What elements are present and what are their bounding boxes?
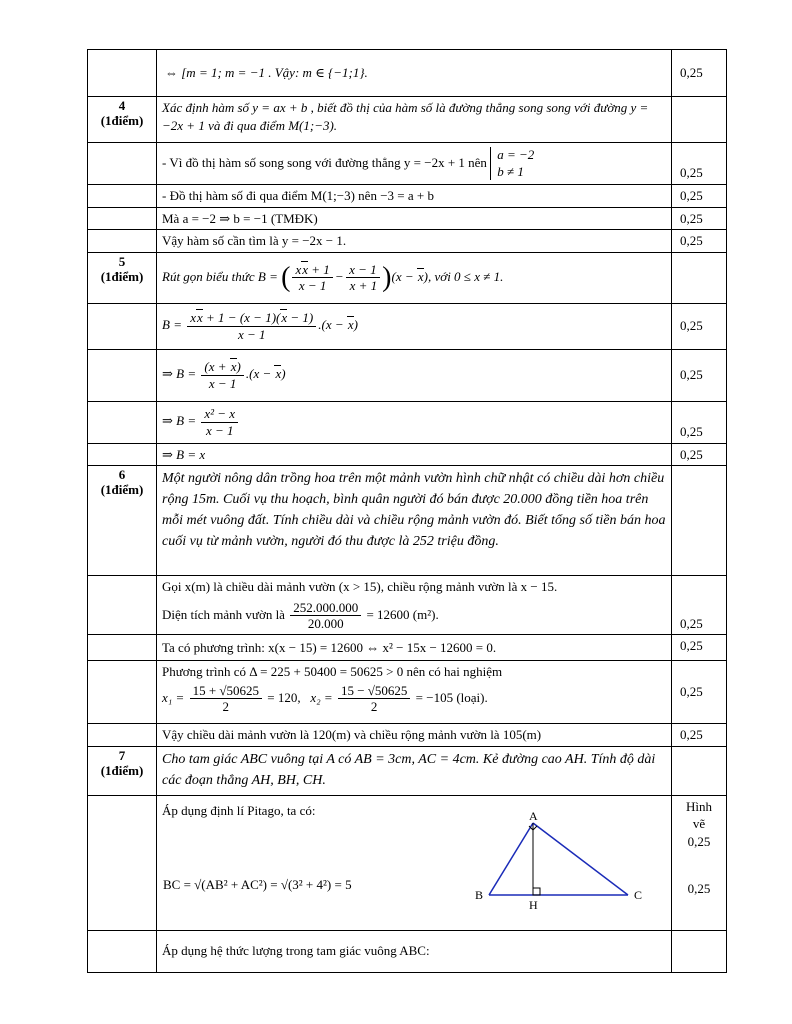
fraction-denominator: 2 (370, 699, 378, 715)
solution-cell (157, 795, 672, 930)
answer-table (87, 49, 727, 973)
score-cell (672, 746, 727, 795)
question-number-cell (88, 635, 157, 661)
score-value: 0,25 (672, 207, 727, 230)
table-row (88, 97, 727, 143)
question-points: (1điểm) (100, 112, 144, 128)
solution-text: - Vì đồ thị hàm số song song với đường thẳng y = −2x + 1 nên (162, 154, 487, 170)
problem-prefix: Rút gọn biểu thức (162, 268, 255, 284)
fraction-denominator: 20.000 (307, 616, 344, 632)
score-value: 0,25 (672, 349, 727, 401)
system-line: a = −2 (497, 146, 535, 162)
table-row (88, 143, 727, 185)
score-cell (672, 930, 727, 972)
solution-cell (157, 576, 672, 635)
root-value: = −105 (loại). (415, 689, 488, 705)
fraction-numerator: 252.000.000 (290, 600, 361, 617)
solution-text: Vậy chiều dài mảnh vườn là 120(m) và chiều rộng mảnh vườn là 105(m) (157, 724, 672, 747)
score-value: 0,25 (672, 576, 727, 635)
score-cell (672, 50, 727, 97)
question-number-cell (88, 207, 157, 230)
root-label: x₂ = (310, 689, 333, 705)
score-value: 0,25 (672, 661, 727, 724)
label-a: A (529, 809, 538, 823)
question-number-cell (88, 443, 157, 466)
question-number-cell (88, 930, 157, 972)
side-ab (489, 823, 533, 895)
root-label: x₁ = (162, 689, 185, 705)
solution-formula: BC = √(AB² + AC²) = √(3² + 4²) = 5 (163, 876, 352, 892)
question-number-cell (88, 466, 157, 576)
question-number: 7 (118, 747, 126, 763)
question-number-cell (88, 401, 157, 443)
fraction (190, 683, 262, 715)
table-row (88, 230, 727, 253)
solution-text: = 12600 (m²). (366, 606, 439, 622)
score-cell (672, 252, 727, 303)
question-points: (1điểm) (100, 482, 144, 498)
solution-formula: B = $\frac{xx + 1 - (x - 1)(x - 1)}{x - 1}$ .(x − x) (157, 303, 672, 349)
question-number-cell (88, 795, 157, 930)
table-row (88, 185, 727, 208)
problem-statement (157, 252, 672, 303)
question-number-cell (88, 185, 157, 208)
score-value: 0,25 (672, 635, 727, 661)
table-row (88, 930, 727, 972)
question-points: (1điểm) (100, 268, 144, 284)
triangle-figure (471, 810, 651, 910)
question-number: 5 (118, 253, 126, 269)
solution-text: Áp dụng định lí Pitago, ta có: (162, 802, 316, 818)
system-line: b ≠ 1 (497, 163, 524, 179)
table-row (88, 635, 727, 661)
fraction-numerator: 15 + √50625 (190, 683, 262, 700)
score-value: 0,25 (672, 443, 727, 466)
question-number: 6 (118, 467, 126, 483)
solution-text: Ta có phương trình: x(x − 15) = 12600 ⇔ x² − 15x − 12600 = 0. (157, 635, 672, 661)
question-points: (1điểm) (100, 762, 144, 778)
side-ac (533, 823, 628, 895)
problem-statement: Xác định hàm số y = ax + b , biết đồ thị của hàm số là đường thẳng song song với đường y = −2x + 1 và đi qua điểm M(1;−3). (157, 97, 672, 143)
solution-cell (157, 661, 672, 724)
solution-text: Gọi x(m) là chiều dài mảnh vườn (x > 15), chiều rộng mảnh vườn là x − 15. (162, 579, 558, 595)
table-row (88, 795, 727, 930)
solution-text: Diện tích mảnh vườn là (162, 606, 285, 622)
table-row (88, 50, 727, 97)
expression-B: B = ( $\frac{xx + 1}{x - 1}$ − $\frac{x - 1}{x + 1}$ )(x − x) (257, 261, 428, 294)
solution-text: Mà a = −2 ⇒ b = −1 (TMĐK) (157, 207, 672, 230)
score-value: 0,25 (672, 401, 727, 443)
table-row (88, 252, 727, 303)
question-number: 4 (118, 98, 126, 113)
fraction-denominator: 2 (222, 699, 230, 715)
question-number-cell (88, 349, 157, 401)
fraction (290, 600, 361, 632)
score-cell (672, 466, 727, 576)
table-row (88, 443, 727, 466)
score-value: 0,25 (672, 185, 727, 208)
question-number-cell (88, 576, 157, 635)
solution-text: Áp dụng hệ thức lượng trong tam giác vuông ABC: (157, 930, 672, 972)
table-row (88, 724, 727, 747)
solution-text: Vậy hàm số cần tìm là y = −2x − 1. (157, 230, 672, 253)
score-value: 0,25 (672, 303, 727, 349)
problem-statement: Cho tam giác ABC vuông tại A có AB = 3cm, AC = 4cm. Kẻ đường cao AH. Tính độ dài các đoạn thẳng AH, BH, CH. (157, 746, 672, 795)
score-value: 0,25 (672, 724, 727, 747)
solution-formula: ⇒ B = $\frac{\text{x² − x}}{x - 1}$ (157, 401, 672, 443)
label-h: H (529, 897, 538, 910)
solution-formula: ⇒ B = $\frac{(x + x)}{x - 1}$ .(x − x) (157, 349, 672, 401)
table-row (88, 466, 727, 576)
label-c: C (634, 887, 643, 902)
question-number-cell (88, 303, 157, 349)
table-row (88, 401, 727, 443)
score-value: 0,25 (680, 65, 703, 81)
table-row (88, 303, 727, 349)
root-value: = 120, (267, 689, 301, 705)
label-b: B (475, 887, 484, 902)
score-value: 0,25 (687, 833, 711, 849)
solution-cell (157, 50, 672, 97)
score-value: 0,25 (672, 230, 727, 253)
fraction-numerator: 15 − √50625 (338, 683, 410, 700)
question-number-cell (88, 50, 157, 97)
fraction (338, 683, 410, 715)
equation-system (490, 147, 534, 181)
table-row (88, 746, 727, 795)
problem-suffix: , với 0 ≤ x ≠ 1. (427, 268, 504, 284)
score-cell (672, 97, 727, 143)
solution-text: Phương trình có Δ = 225 + 50400 = 50625 > 0 nên có hai nghiệm (162, 664, 503, 680)
question-number-cell (88, 97, 157, 143)
question-number-cell (88, 661, 157, 724)
solution-text: - Đồ thị hàm số đi qua điểm M(1;−3) nên −3 = a + b (157, 185, 672, 208)
score-value: 0,25 (680, 165, 703, 181)
score-value: 0,25 (687, 881, 711, 897)
question-number-cell (88, 252, 157, 303)
question-number-cell (88, 724, 157, 747)
solution-text: ⇒ B = x (157, 443, 672, 466)
solution-line (162, 683, 666, 715)
right-angle-mark-h (533, 888, 540, 895)
table-row (88, 661, 727, 724)
solution-text: ⇔ [m = 1; m = −1 . Vậy: m ∈ {−1;1}. (165, 65, 368, 81)
score-label: Hình vẽ (686, 798, 712, 832)
solution-line (162, 600, 666, 632)
table-row (88, 576, 727, 635)
question-number-cell (88, 746, 157, 795)
solution-cell (157, 143, 672, 185)
problem-statement: Một người nông dân trồng hoa trên một mảnh vườn hình chữ nhật có chiều dài hơn chiều rộng 15m. Cuối vụ thu hoạch, bình quân người đó bán được 20.000 đồng tiền hoa trên mỗi mét vuông đất. Tính chiều dài và chiều rộng mảnh vườn đó. Biết tổng số tiền bán hoa cuối vụ từ mảnh vườn, người đó thu được là 252 triệu đồng. (157, 466, 672, 576)
score-cell (672, 143, 727, 185)
question-number-cell (88, 230, 157, 253)
table-row (88, 349, 727, 401)
table-row (88, 207, 727, 230)
score-cell (672, 795, 727, 930)
question-number-cell (88, 143, 157, 185)
